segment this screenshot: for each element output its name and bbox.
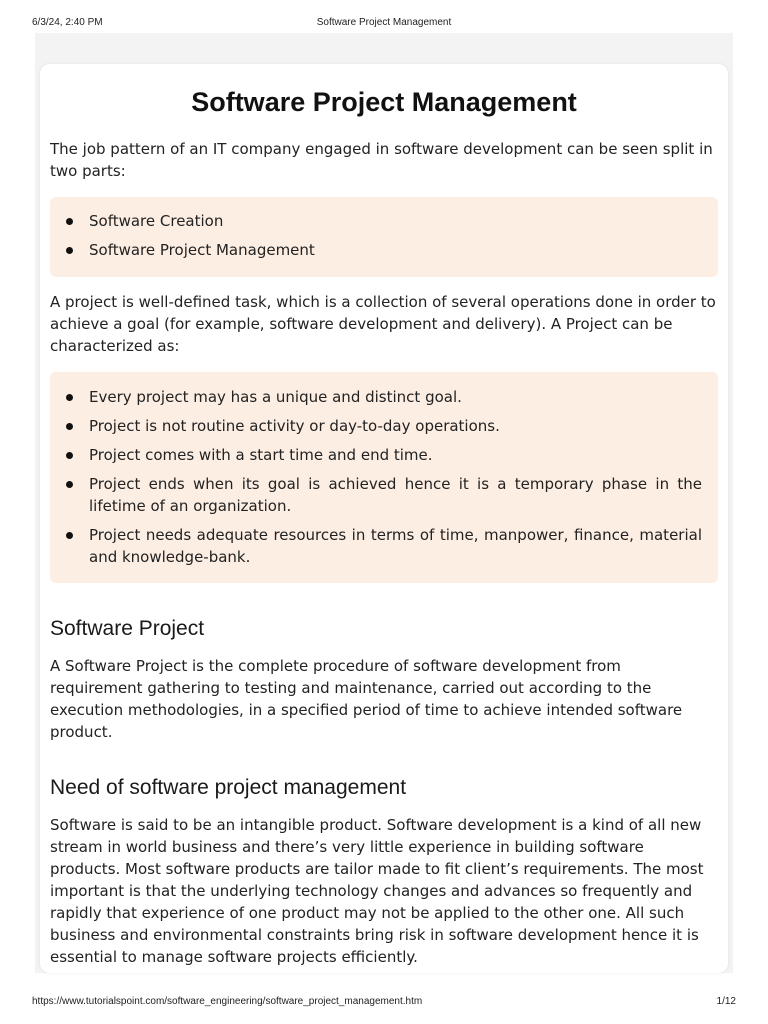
parts-list xyxy=(50,210,718,261)
list-item: Project comes with a start time and end time. xyxy=(50,444,718,466)
bullet-icon xyxy=(66,218,73,225)
characteristics-list xyxy=(50,386,718,568)
bullet-icon xyxy=(66,481,73,488)
page-title: Software Project Management xyxy=(191,87,577,117)
list-item: Project ends when its goal is achieved hence it is a temporary phase in the lifetime of an organization. xyxy=(50,473,718,517)
list-item: Software Project Management xyxy=(50,239,718,261)
software-project-paragraph: A Software Project is the complete procedure of software development from requirement gathering to testing and maintenance, carried out according to the execution methodologies, in a specified period of time to achieve intended software product. xyxy=(50,657,683,741)
print-date: 6/3/24, 2:40 PM xyxy=(32,17,103,28)
list-item: Project is not routine activity or day-to-day operations. xyxy=(50,415,718,437)
list-item: Every project may has a unique and distinct goal. xyxy=(50,386,718,408)
bullet-icon xyxy=(66,423,73,430)
list-item: Software Creation xyxy=(50,210,718,232)
list-item: Project needs adequate resources in terms of time, manpower, finance, material and knowledge-bank. xyxy=(50,524,718,568)
bullet-icon xyxy=(66,247,73,254)
page-number: 1/12 xyxy=(716,996,736,1007)
bullet-icon xyxy=(66,532,73,539)
section-heading-software-project: Software Project xyxy=(50,617,205,640)
section-heading-need: Need of software project management xyxy=(50,776,407,799)
print-doc-title: Software Project Management xyxy=(316,17,452,28)
print-url: https://www.tutorialspoint.com/software_engineering/software_project_management.htm xyxy=(32,996,423,1007)
print-footer xyxy=(0,991,768,1024)
characteristics-box xyxy=(50,372,718,583)
project-definition-paragraph: A project is well-defined task, which is a collection of several operations done in order to achieve a goal (for example, software development and delivery). A Project can be characterized as: xyxy=(50,293,716,355)
bullet-icon xyxy=(66,452,73,459)
print-header xyxy=(0,0,768,33)
intro-paragraph: The job pattern of an IT company engaged in software development can be seen split in two parts: xyxy=(50,140,713,180)
need-paragraph: Software is said to be an intangible product. Software development is a kind of all new stream in world business and there’s very little experience in building software products. Most software products are tailor made to fit client’s requirements. The most important is that the underlying technology changes and advances so frequently and rapidly that experience of one product may not be applied to the other one. All such business and environmental constraints bring risk in software development hence it is essential to manage software projects efficiently. xyxy=(50,816,704,966)
parts-box xyxy=(50,197,718,277)
bullet-icon xyxy=(66,394,73,401)
